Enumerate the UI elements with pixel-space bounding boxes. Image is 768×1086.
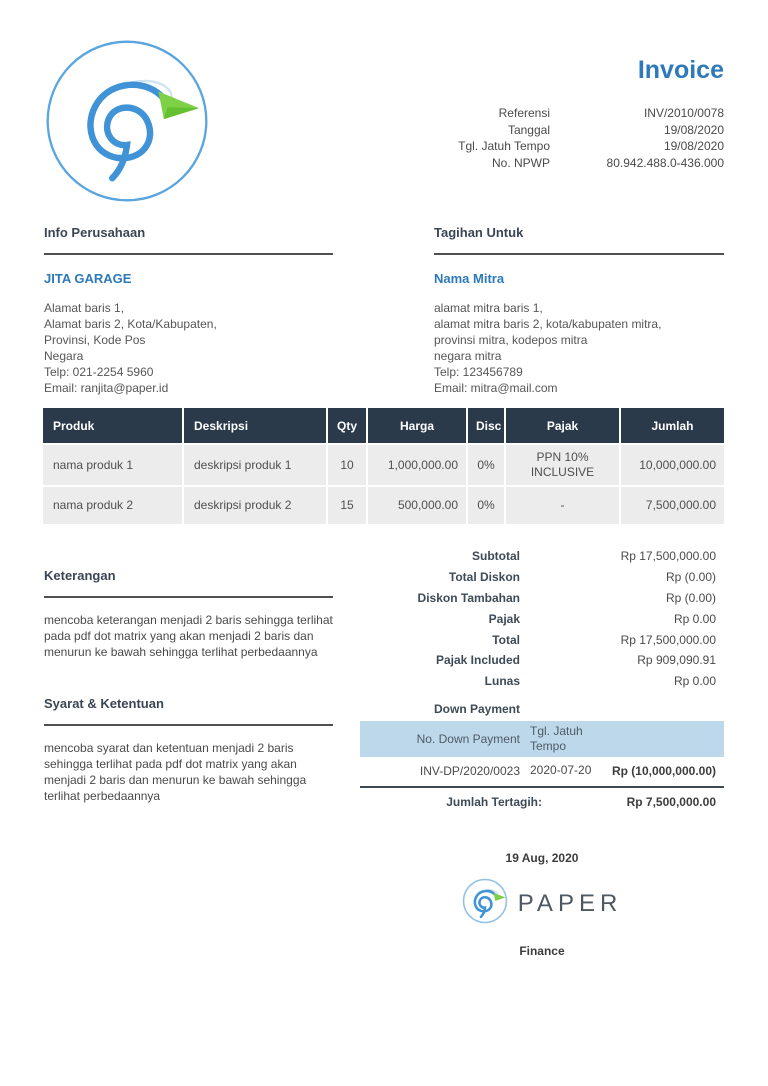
footer-department: Finance: [519, 944, 565, 958]
address-line: Alamat baris 2, Kota/Kabupaten,: [44, 317, 217, 331]
items-header-row: [43, 408, 724, 444]
reference-value: 80.942.488.0-436.000: [606, 155, 724, 170]
down-payment-title: Down Payment: [433, 702, 520, 716]
cell-pajak: PPN 10% INCLUSIVE: [505, 444, 620, 486]
address-line: Telp: 123456789: [434, 365, 523, 379]
cell-jumlah: 7,500,000.00: [620, 486, 724, 524]
address-line: negara mitra: [434, 349, 502, 363]
section-title: Syarat & Ketentuan: [44, 696, 164, 711]
total-value: Rp 0.00: [673, 674, 716, 689]
cell-qty: 10: [327, 444, 367, 486]
cell-deskripsi: deskripsi produk 2: [183, 486, 327, 524]
total-row: [360, 546, 724, 567]
cell-pajak: -: [505, 486, 620, 524]
reference-label: Tgl. Jatuh Tempo: [458, 139, 550, 153]
reference-label: Referensi: [498, 106, 550, 120]
dp-col-no-label: No. Down Payment: [416, 732, 520, 746]
terms-section: [44, 696, 333, 804]
dp-amount: Rp (10,000,000.00): [611, 763, 716, 778]
table-row: [43, 486, 724, 524]
address-line: Email: ranjita@paper.id: [44, 381, 169, 395]
section-divider: [44, 596, 333, 598]
items-table: [43, 408, 724, 524]
paper-logo-icon: [44, 38, 210, 204]
terms-text: mencoba syarat dan ketentuan menjadi 2 baris sehingga terlihat pada pdf dot matrix yang akan menjadi 2 baris dan menurun ke bawah sehingga terlihat perbedaannya: [44, 741, 307, 803]
cell-disc: 0%: [467, 444, 505, 486]
dp-number: INV-DP/2020/0023: [419, 763, 520, 778]
total-value: Rp (0.00): [665, 570, 716, 585]
document-title: Invoice: [637, 56, 724, 84]
reference-block: [458, 105, 724, 171]
total-row: [360, 608, 724, 629]
cell-disc: 0%: [467, 486, 505, 524]
total-label: Total: [492, 632, 520, 647]
total-label: Lunas: [484, 674, 520, 689]
address-line: alamat mitra baris 1,: [434, 301, 543, 315]
amount-due-row: [360, 788, 724, 816]
footer: [360, 851, 724, 958]
section-divider: [44, 253, 333, 255]
address-line: Negara: [44, 349, 84, 363]
notes-section: [44, 568, 333, 660]
column-header: Qty: [327, 408, 367, 444]
total-label: Diskon Tambahan: [417, 590, 520, 605]
address-line: alamat mitra baris 2, kota/kabupaten mitra,: [434, 317, 662, 331]
total-label: Total Diskon: [448, 570, 520, 585]
totals-summary: [360, 546, 724, 692]
down-payment-row: [360, 757, 724, 784]
reference-value: INV/2010/0078: [643, 106, 724, 120]
total-label: Pajak: [488, 611, 520, 626]
billed-to-section: [434, 225, 724, 396]
total-value: Rp (0.00): [665, 590, 716, 605]
reference-value: 19/08/2020: [663, 139, 724, 153]
notes-text: mencoba keterangan menjadi 2 baris sehingga terlihat pada pdf dot matrix yang akan menjadi 2 baris dan menurun ke bawah sehingga terlihat perbedaannya: [44, 613, 333, 659]
column-header: Disc: [467, 408, 505, 444]
company-info-section: [44, 225, 333, 396]
cell-deskripsi: deskripsi produk 1: [183, 444, 327, 486]
total-row: [360, 567, 724, 588]
cell-harga: 1,000,000.00: [367, 444, 467, 486]
cell-qty: 15: [327, 486, 367, 524]
company-name: JITA GARAGE: [44, 271, 132, 286]
table-row: [43, 444, 724, 486]
amount-due-value: Rp 7,500,000.00: [626, 795, 716, 809]
section-title: Keterangan: [44, 568, 116, 583]
total-label: Pajak Included: [435, 653, 520, 668]
column-header: Produk: [43, 408, 183, 444]
column-header: Pajak: [505, 408, 620, 444]
partner-name: Nama Mitra: [434, 271, 505, 286]
amount-due-label: Jumlah Tertagih:: [446, 795, 542, 809]
dp-date: 2020-07-20: [530, 763, 592, 777]
total-row: [360, 650, 724, 671]
partner-address: [434, 300, 724, 396]
brand-lockup: [360, 878, 724, 929]
address-line: Alamat baris 1,: [44, 301, 125, 315]
section-divider: [44, 724, 333, 726]
total-value: Rp 0.00: [673, 611, 716, 626]
section-title: Tagihan Untuk: [434, 225, 524, 240]
cell-jumlah: 10,000,000.00: [620, 444, 724, 486]
column-header: Jumlah: [620, 408, 724, 444]
total-row: [360, 588, 724, 609]
total-value: Rp 909,090.91: [637, 653, 716, 668]
dp-col-date-label: Tgl. Jatuh Tempo: [530, 724, 583, 753]
column-header: Deskripsi: [183, 408, 327, 444]
brand-name: PAPER: [517, 889, 623, 917]
column-header: Harga: [367, 408, 467, 444]
address-line: Provinsi, Kode Pos: [44, 333, 146, 347]
reference-value: 19/08/2020: [663, 122, 724, 137]
total-row: [360, 671, 724, 692]
address-line: provinsi mitra, kodepos mitra: [434, 333, 588, 347]
reference-label: Tanggal: [507, 122, 550, 137]
down-payment-section: [360, 702, 724, 816]
reference-label: No. NPWP: [491, 155, 550, 170]
paper-logo-small-icon: [462, 878, 508, 929]
cell-produk: nama produk 2: [43, 486, 183, 524]
total-value: Rp 17,500,000.00: [620, 632, 716, 647]
total-label: Subtotal: [472, 549, 520, 564]
address-line: Email: mitra@mail.com: [434, 381, 558, 395]
section-divider: [434, 253, 724, 255]
total-row: [360, 629, 724, 650]
total-value: Rp 17,500,000.00: [620, 549, 716, 564]
address-line: Telp: 021-2254 5960: [44, 365, 154, 379]
company-address: [44, 300, 333, 396]
cell-harga: 500,000.00: [367, 486, 467, 524]
section-title: Info Perusahaan: [44, 225, 146, 240]
footer-date: 19 Aug, 2020: [505, 851, 579, 865]
down-payment-header-row: [360, 721, 724, 757]
cell-produk: nama produk 1: [43, 444, 183, 486]
